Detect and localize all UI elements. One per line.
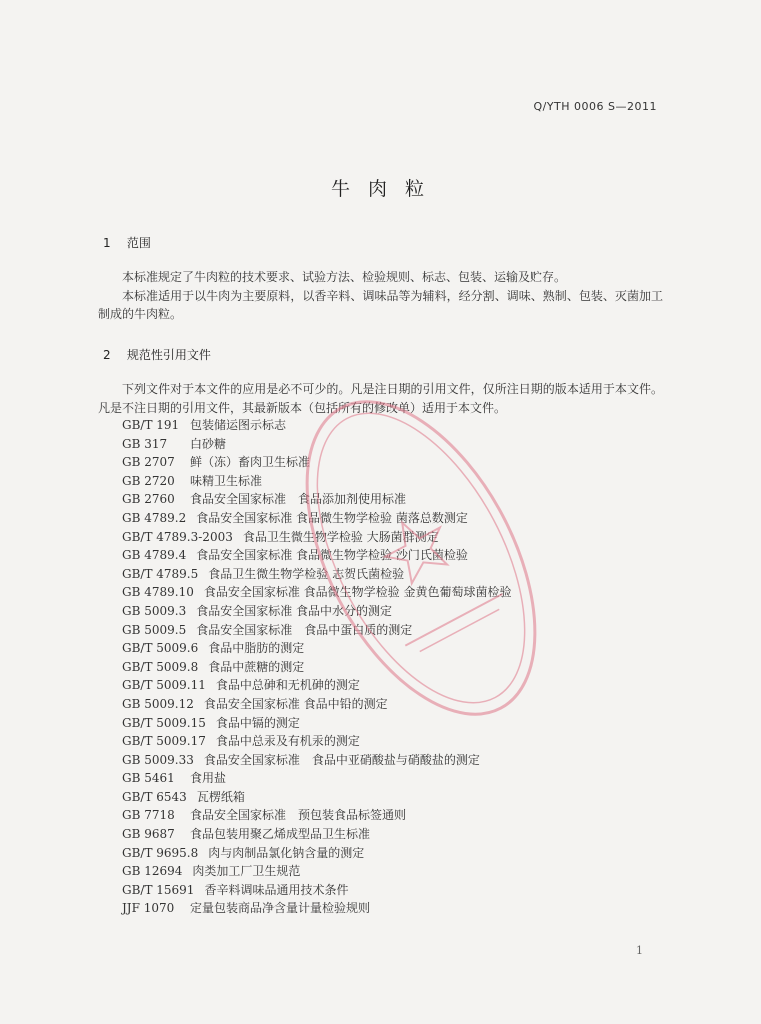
- normative-intro: [98, 380, 663, 417]
- reference-item: [122, 714, 511, 733]
- reference-item: [122, 881, 511, 900]
- reference-item: [122, 565, 511, 584]
- reference-title: 鲜（冻）畜肉卫生标准: [190, 455, 311, 470]
- reference-item: [122, 546, 511, 565]
- section-number: 2: [103, 348, 111, 362]
- section-heading-normative-references: [103, 346, 211, 363]
- reference-title: 食品安全国家标准 食品微生物学检验 沙门氏菌检验: [196, 548, 468, 563]
- reference-code: GB 4789.4: [122, 548, 187, 563]
- reference-title: 食品安全国家标准 食品微生物学检验 菌落总数测定: [196, 510, 468, 525]
- section-title: 范围: [126, 236, 151, 250]
- reference-code: GB/T 5009.15: [122, 715, 206, 730]
- reference-title: 食品安全国家标准 食品中蛋白质的测定: [196, 622, 413, 637]
- reference-title: 食品中总汞及有机汞的测定: [215, 734, 360, 749]
- reference-item: [122, 751, 511, 770]
- document-title: 牛 肉 粒: [330, 178, 431, 200]
- reference-code: GB 4789.2: [122, 510, 187, 525]
- reference-code: GB/T 6543: [122, 789, 187, 804]
- reference-item: [122, 676, 511, 695]
- reference-item: [122, 472, 511, 491]
- reference-item: [122, 602, 511, 621]
- reference-title: 食品中总砷和无机砷的测定: [215, 678, 360, 693]
- reference-item: [122, 658, 511, 677]
- reference-code: GB/T 15691: [122, 882, 195, 897]
- reference-code: GB 12694: [122, 864, 183, 879]
- reference-code: GB 4789.10: [122, 585, 194, 600]
- reference-title: 食品包装用聚乙烯成型品卫生标准: [190, 827, 371, 842]
- reference-item: [122, 583, 511, 602]
- scope-text: [98, 268, 663, 324]
- reference-title: 食品卫生微生物学检验 大肠菌群测定: [242, 529, 439, 544]
- reference-code: GB 2720: [122, 473, 175, 488]
- reference-code: JJF 1070: [122, 901, 175, 916]
- reference-title: 肉与肉制品氯化钠含量的测定: [208, 845, 365, 860]
- reference-code: GB/T 4789.5: [122, 566, 199, 581]
- reference-code: GB/T 5009.17: [122, 734, 206, 749]
- reference-code: GB 9687: [122, 827, 175, 842]
- reference-code: GB 5009.5: [122, 622, 187, 637]
- reference-code: GB 5009.33: [122, 752, 194, 767]
- reference-title: 食品安全国家标准 食品中铅的测定: [203, 696, 388, 711]
- reference-code: GB/T 5009.6: [122, 641, 199, 656]
- reference-title: 香辛料调味品通用技术条件: [204, 882, 349, 897]
- reference-title: 食品安全国家标准 食品微生物学检验 金黄色葡萄球菌检验: [203, 585, 512, 600]
- reference-code: GB 2760: [122, 492, 175, 507]
- reference-title: 包装储运图示标志: [190, 418, 287, 432]
- reference-item: [122, 435, 511, 454]
- reference-title: 瓦楞纸箱: [196, 789, 245, 804]
- document-number: Q/YTH 0006 S—2011: [533, 100, 657, 113]
- reference-title: 食品中蔗糖的测定: [208, 659, 305, 674]
- reference-item: [122, 825, 511, 844]
- reference-title: 食用盐: [190, 771, 227, 786]
- reference-title: 食品中脂肪的测定: [208, 641, 305, 656]
- reference-title: 食品安全国家标准 食品中水分的测定: [196, 603, 393, 618]
- reference-item: [122, 453, 511, 472]
- reference-code: GB/T 191: [122, 418, 180, 432]
- reference-item: [122, 528, 511, 547]
- reference-list: [122, 416, 511, 918]
- reference-title: 白砂糖: [190, 436, 227, 451]
- reference-item: [122, 769, 511, 788]
- reference-title: 肉类加工厂卫生规范: [192, 864, 301, 879]
- reference-item: [122, 844, 511, 863]
- reference-code: GB/T 9695.8: [122, 845, 199, 860]
- reference-item: [122, 788, 511, 807]
- reference-title: 定量包装商品净含量计量检验规则: [190, 901, 371, 916]
- page-number: 1: [636, 944, 643, 957]
- reference-title: 食品安全国家标准 食品中亚硝酸盐与硝酸盐的测定: [203, 752, 480, 767]
- section-number: 1: [103, 236, 111, 250]
- reference-item: [122, 490, 511, 509]
- reference-code: GB 5009.12: [122, 696, 194, 711]
- reference-code: GB/T 5009.8: [122, 659, 199, 674]
- reference-item: [122, 416, 511, 435]
- reference-item: [122, 732, 511, 751]
- reference-title: 食品安全国家标准 预包装食品标签通则: [190, 808, 407, 823]
- normative-intro-paragraph: 下列文件对于本文件的应用是必不可少的。凡是注日期的引用文件，仅所注日期的版本适用于本文件。凡是不注日期的引用文件，其最新版本（包括所有的修改单）适用于本文件。: [98, 382, 663, 415]
- section-heading-scope: [103, 234, 151, 251]
- reference-code: GB 5461: [122, 771, 175, 786]
- scope-paragraph-1: 本标准规定了牛肉粒的技术要求、试验方法、检验规则、标志、包装、运输及贮存。: [122, 270, 567, 284]
- reference-item: [122, 862, 511, 881]
- reference-item: [122, 621, 511, 640]
- reference-item: [122, 509, 511, 528]
- reference-code: GB 5009.3: [122, 603, 187, 618]
- reference-title: 食品安全国家标准 食品添加剂使用标准: [190, 492, 407, 507]
- reference-code: GB/T 5009.11: [122, 678, 206, 693]
- reference-item: [122, 695, 511, 714]
- reference-item: [122, 639, 511, 658]
- reference-code: GB 2707: [122, 455, 175, 470]
- reference-item: [122, 806, 511, 825]
- reference-title: 食品中镉的测定: [215, 715, 300, 730]
- reference-code: GB 7718: [122, 808, 175, 823]
- reference-code: GB/T 4789.3-2003: [122, 529, 233, 544]
- scope-paragraph-2: 本标准适用于以牛肉为主要原料，以香辛料、调味品等为辅料，经分割、调味、熟制、包装、灭菌加工制成的牛肉粒。: [98, 288, 663, 321]
- reference-item: [122, 899, 511, 918]
- section-title: 规范性引用文件: [126, 348, 211, 362]
- reference-title: 味精卫生标准: [190, 473, 263, 488]
- reference-code: GB 317: [122, 436, 168, 451]
- reference-title: 食品卫生微生物学检验 志贺氏菌检验: [208, 566, 405, 581]
